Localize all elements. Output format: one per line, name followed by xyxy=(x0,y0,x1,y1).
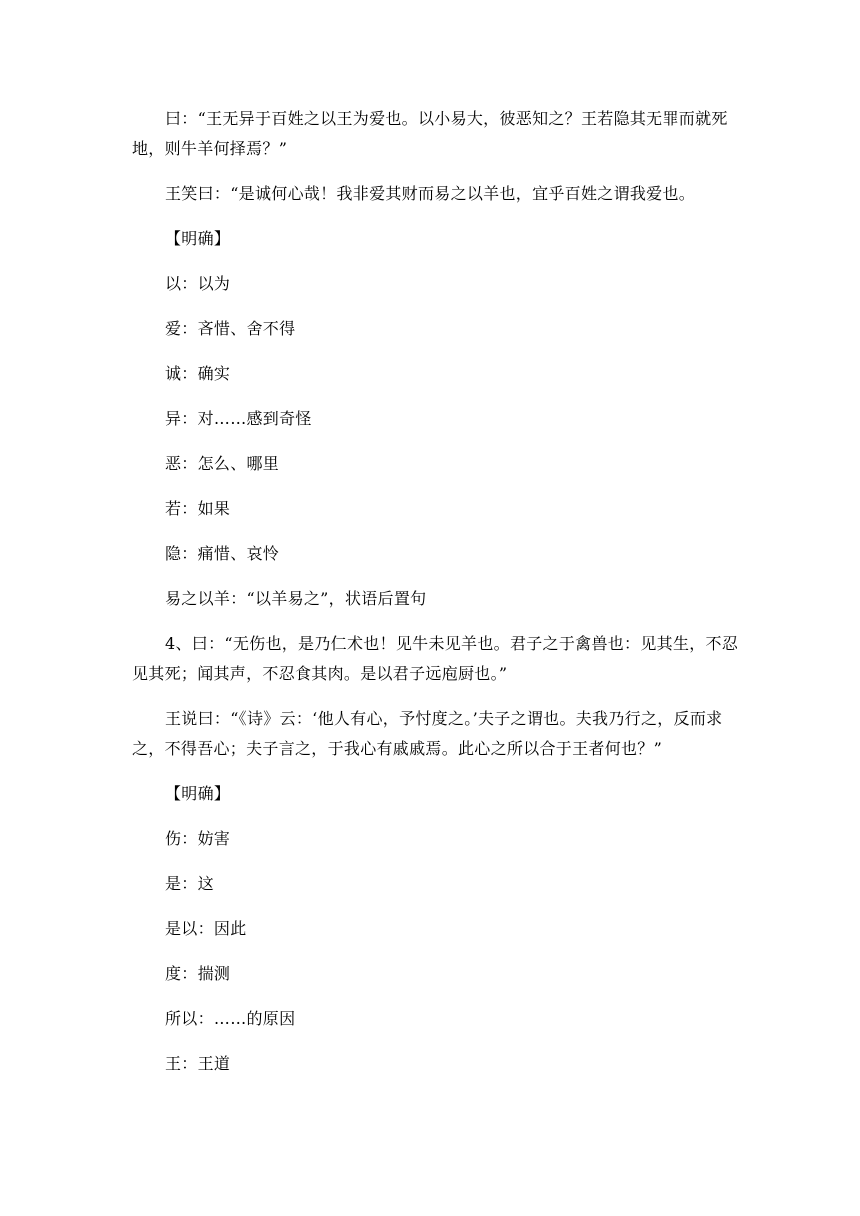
gloss-item: 易之以羊：“以羊易之”，状语后置句 xyxy=(165,589,427,608)
gloss-item: 度：揣测 xyxy=(165,964,231,983)
paragraph-2: 王笑曰：“是诚何心哉！我非爱其财而易之以羊也，宜乎百姓之谓我爱也。 xyxy=(165,184,696,203)
gloss-item: 所以：……的原因 xyxy=(165,1009,296,1028)
paragraph-section-4: 4、曰：“无伤也，是乃仁术也！见牛未见羊也。君子之于禽兽也：见其生，不忍见其死；闻其声，不忍食其肉。是以君子远庖厨也。” xyxy=(132,634,739,683)
gloss-item: 异：对……感到奇怪 xyxy=(165,409,312,428)
paragraph-1: 曰：“王无异于百姓之以王为爱也。以小易大，彼恶知之？王若隐其无罪而就死地，则牛羊何择焉？” xyxy=(132,109,728,158)
gloss-item: 是以：因此 xyxy=(165,919,247,938)
gloss-item: 若：如果 xyxy=(165,499,231,518)
gloss-item: 恶：怎么、哪里 xyxy=(165,454,280,473)
gloss-item: 隐：痛惜、哀怜 xyxy=(165,544,280,563)
section-heading-clarify: 【明确】 xyxy=(165,784,231,803)
gloss-item: 是：这 xyxy=(165,874,214,893)
section-heading-clarify: 【明确】 xyxy=(165,229,231,248)
gloss-item: 诚：确实 xyxy=(165,364,231,383)
paragraph-king-speaks: 王说曰：“《诗》云：‘他人有心，予忖度之。’夫子之谓也。夫我乃行之，反而求之，不得吾心；夫子言之，于我心有戚戚焉。此心之所以合于王者何也？” xyxy=(132,709,723,758)
gloss-item: 以：以为 xyxy=(165,274,231,293)
gloss-item: 爱：吝惜、舍不得 xyxy=(165,319,296,338)
gloss-item: 伤：妨害 xyxy=(165,829,231,848)
document-body xyxy=(132,104,746,1094)
gloss-item: 王：王道 xyxy=(165,1054,231,1073)
